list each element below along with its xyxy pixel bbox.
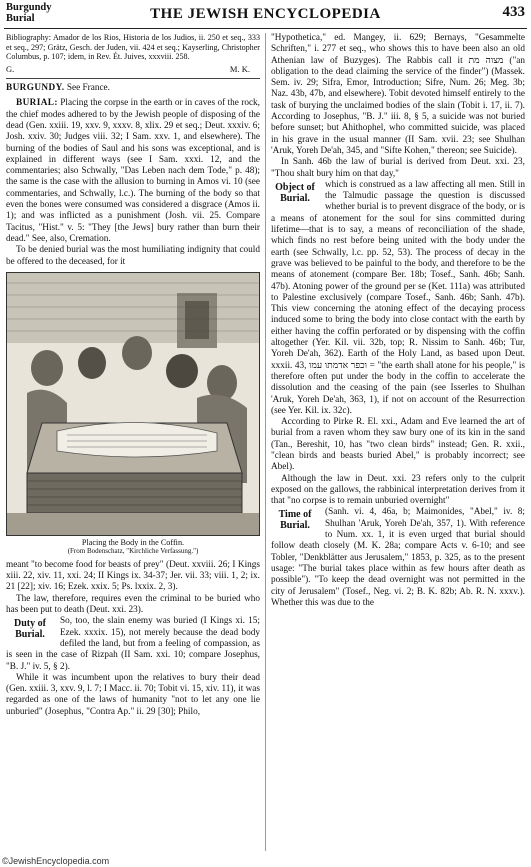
sidehead-object-of-burial: Object of Burial. xyxy=(275,181,315,204)
right-paragraph-3: According to Pirke R. El. xxi., Adam and Eve learned the art of burial from a raven whom they saw bury one of its kin in the sand (Tan., Bereshit, 10, has "two clean birds" instead; Gen. R. xxii., "clean birds and beasts buried Abel," is probably incorrect; see Abel). xyxy=(271,417,525,473)
right-paragraph-1: "Hypothetica," ed. Mangey, ii. 629; Bernays, "Gesammelte Schriften," i. 277 et seq., who shows this to have been also an old Athenian law of Buzyges). The Rabbis call it מצוה מת ("an obligation to the dead claiming the service of the finder") (Massek. Sem. iv. 29; Sifra, Emor, Introduction; Sifre, Num. 26; Meg. 3b; Naz. 43b, 47b, and elsewhere). Tobit devoted himself entirely to the task of burying the unclaimed bodies of the slain (Tobit i. 17, ii. 7). According to Josephus, "B. J." iii. 8, § 5, a suicide was not buried before sunset; but Ahithophel, who committed suicide, was placed in his grave in the usual manner (II Sam. xvii. 23; see Shulhan 'Aruk, Yoreh De'ah, 345, and "Sifte Kohen," thereon; see Suicide). xyxy=(271,33,525,156)
left-column xyxy=(6,33,260,718)
right-column xyxy=(271,33,525,609)
caption-source: (From Bodenschatz, "Kirchliche Verfassung.") xyxy=(67,546,199,555)
topic-line-2: Burial xyxy=(6,13,35,24)
duty-paragraph: So, too, the slain enemy was buried (I Kings xi. 15; Ezek. xxxix. 15), not merely because the dead body defiled the land, but from a feeling of compassion, as is seen in the case of Rizpah (II Sam. xxi. 10; compare Josephus, "B. J." iv. 5, § 2). xyxy=(6,616,260,672)
incumbent-paragraph: While it was incumbent upon the relatives to bury their dead (Gen. xxiii. 3, xxv. 9, l. 7; I Macc. ii. 70; Tobit vi. 15, xiv. 11), it was regarded as one of the laws of humanity "not to let any one lie unburied" (Josephus, "Contra Ap." ii. 29 [30]; Philo, xyxy=(6,672,260,717)
topic-line-1: Burgundy xyxy=(6,2,52,13)
signature-line xyxy=(6,64,250,75)
burial-text-1: Placing the corpse in the earth or in caves of the rock, the chief modes adhered to by the Jewish people of disposing of the dead (Gen. xxiii. 19, xxv. 9, xxxv. 8, xlix. 29 et seq.; Deut. xxxiv. 6; Josh. xxiv. 30; Judges viii. 32; I Sam. xxv. 1, and elsewhere). The burning of the bodies of Saul and his sons was exceptional, and is explained in different ways (see I Sam. xxxi. 12, and the commentaries; also Schwally, "Das Leben nach dem Tode," p. 48); the same is the case with the allusion to burning in Amos vi. 10 (see commentaries, and Schwally, l.c.). The burning of the body so that even the bones were consumed was considered a disgrace (Amos ii. 1); and was inflicted as a punishment (Josh. vii. 25. Compare Tacitus, "Hist." v. 5: "They [the Jews] bury rather than burn their dead." See, also, Cremation. xyxy=(6,98,260,244)
right-paragraph-4: Although the law in Deut. xxi. 23 refers only to the culprit exposed on the gallows, the rabbinical interpretation derives from it that "no corpse is to remain unburied overnight" xyxy=(271,473,525,507)
burgundy-see: See France. xyxy=(64,83,110,94)
burial-paragraph-1 xyxy=(6,98,260,245)
caption-title: Placing the Body in the Coffin. xyxy=(81,537,185,547)
sidehead-time-of-burial: Time of Burial. xyxy=(278,509,312,532)
burgundy-entry xyxy=(6,83,260,94)
footer-credit: ©JewishEncyclopedia.com xyxy=(2,856,110,866)
figure-caption xyxy=(6,538,260,556)
after-figure-paragraph: meant "to become food for beasts of prey" (Deut. xxviii. 26; I Kings xiii. 22, xiv. 11, xxi. 24; II Kings ix. 34-37; Jer. vii. 33; viii. 1, 2; ix. 21 [22]; xiv. 16; Ezek. xxix. 5; Ps. lxxix. 2, 3). xyxy=(6,559,260,593)
engraving-image xyxy=(7,273,259,535)
object-paragraph: which is construed as a law affecting all men. Still in the Talmudic passage the question is discussed whether burial is to prevent disgrace of the body, or is a means of atonement for the soul for sins committed during lifetime—that is to say, a means of reconciliation of the shade, which finds no rest before being united with the body under the earth (see Schwally, l.c. pp. 52, 53). The process of decay in the grave was believed to be painful to the body, and therefore to be the means of atonement (compare Ber. 18b; Tosef., Sanh. 46b; Sanh. 47b). Atoning power of the ground per se (Ket. 111a) was attributed to Palestine exclusively (compare Tosef., Sanh. 46b; Sanh. 47b). This view concerning the atoning effect of the decaying process induced some to bring the body into close contact with the earth by either having the coffin perforated or by dispensing with the coffin altogether (Yer. Kil. vii. 32b, top; R. Nissim to Sanh. 46b; Tur, Yoreh De'ah, 362). Earth of the Holy Land, as based upon Deut. xxxii. 43, וכפר אדמתו עמו = "the earth shall atone for his people," is therefore often put under the body in the coffin to accelerate the dissolution and the ceasing of the pain (see Isserles to Shulhan 'Aruk, Yoreh De'ah, 363, 1), if not on account of the Resurrection (see Yer. Kil. ix. 32c). xyxy=(271,179,526,416)
page-header xyxy=(6,2,525,30)
bibliography: Bibliography: Amador de los Rios, Historia de los Judios, ii. 250 et seq., 333 et seq., 297; Grätz, Gesch. der Juden, vii. 424 et seq.; Kayserling, Christopher Columbus, p. 107; idem, in Rev. Ét. Juives, xxxviii. 258. xyxy=(6,33,260,62)
right-paragraph-2: In Sanh. 46b the law of burial is derived from Deut. xxi. 23, "Thou shalt bury him on that day," xyxy=(271,157,525,179)
page-number: 433 xyxy=(502,4,525,20)
page-title: THE JEWISH ENCYCLOPEDIA xyxy=(150,6,381,22)
signature-right: M. K. xyxy=(229,63,250,74)
column-divider xyxy=(265,33,266,851)
header-rule xyxy=(4,28,527,29)
burgundy-heading: BURGUNDY. xyxy=(6,83,65,94)
burial-heading: BURIAL: xyxy=(16,98,58,109)
law-paragraph: The law, therefore, requires even the criminal to be buried who has been put to death (Deut. xxi. 23). xyxy=(6,593,260,616)
section-rule xyxy=(6,78,260,79)
time-paragraph: (Sanh. vi. 4, 46a, b; Maimonides, "Abel," iv. 8; Shulhan 'Aruk, Yoreh De'ah, 357, 1). With reference to Num. xx. 1, it is even urged that burial should follow death closely (M. K. 28a; compare Acts v. 6-10; and see Tobler, "Denkblätter aus Jerusalem," 1853, p. 325, as to the present usage: "The burial takes place within as few hours after death as possible"). "To keep the dead overnight was not permitted in the city of Jerusalem" (Tosef., Neg. vi. 2; B. K. 82b; Ab. R. N. xxxv.). Whether this was due to the xyxy=(271,507,525,608)
sidehead-duty-of-burial: Duty of Burial. xyxy=(14,618,46,641)
signature-left: G. xyxy=(6,63,15,74)
burial-paragraph-2: To be denied burial was the most humiliating indignity that could be offered to the deceased, for it xyxy=(6,245,260,267)
engraving-illustration xyxy=(6,272,260,536)
